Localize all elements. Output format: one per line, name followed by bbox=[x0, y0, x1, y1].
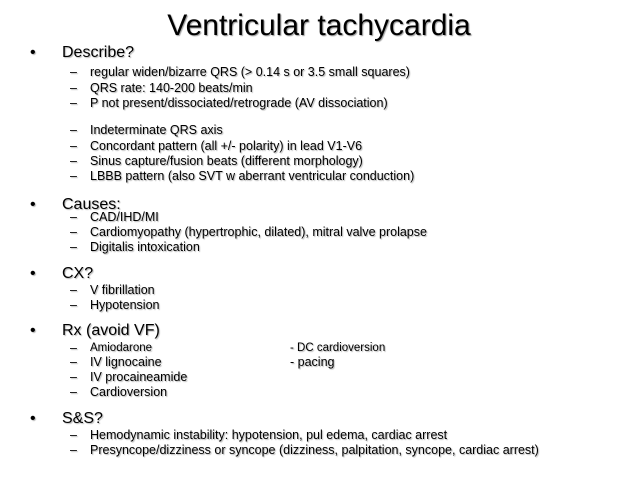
section-heading: Rx (avoid VF) bbox=[62, 322, 160, 339]
dash-icon: – bbox=[70, 428, 77, 442]
bullet-icon: • bbox=[30, 410, 36, 427]
dash-icon: – bbox=[70, 240, 77, 254]
dash-icon: – bbox=[70, 154, 77, 168]
dash-icon: – bbox=[70, 355, 77, 369]
dash-icon: – bbox=[70, 341, 77, 355]
dash-icon: – bbox=[70, 65, 77, 79]
dash-icon: – bbox=[70, 210, 77, 224]
dash-icon: – bbox=[70, 139, 77, 153]
dash-icon: – bbox=[70, 385, 77, 399]
bullet-icon: • bbox=[30, 196, 36, 213]
dash-icon: – bbox=[70, 370, 77, 384]
bullet-icon: • bbox=[30, 322, 36, 339]
section-heading: Causes: bbox=[62, 196, 121, 213]
dash-icon: – bbox=[70, 283, 77, 297]
dash-icon: – bbox=[70, 123, 77, 137]
dash-icon: – bbox=[70, 225, 77, 239]
section-heading: CX? bbox=[62, 265, 94, 282]
dash-icon: – bbox=[70, 298, 77, 312]
right-list-item: - DC cardioversion bbox=[290, 342, 386, 354]
dash-icon: – bbox=[70, 81, 77, 95]
dash-icon: – bbox=[70, 443, 77, 457]
bullet-icon: • bbox=[30, 44, 36, 61]
section-heading: S&S? bbox=[62, 410, 103, 427]
right-list-item: - pacing bbox=[290, 355, 335, 369]
section-heading: Describe? bbox=[62, 44, 135, 61]
slide-title: Ventricular tachycardia bbox=[167, 9, 471, 42]
bullet-icon: • bbox=[30, 265, 36, 282]
dash-icon: – bbox=[70, 96, 77, 110]
dash-icon: – bbox=[70, 169, 77, 183]
